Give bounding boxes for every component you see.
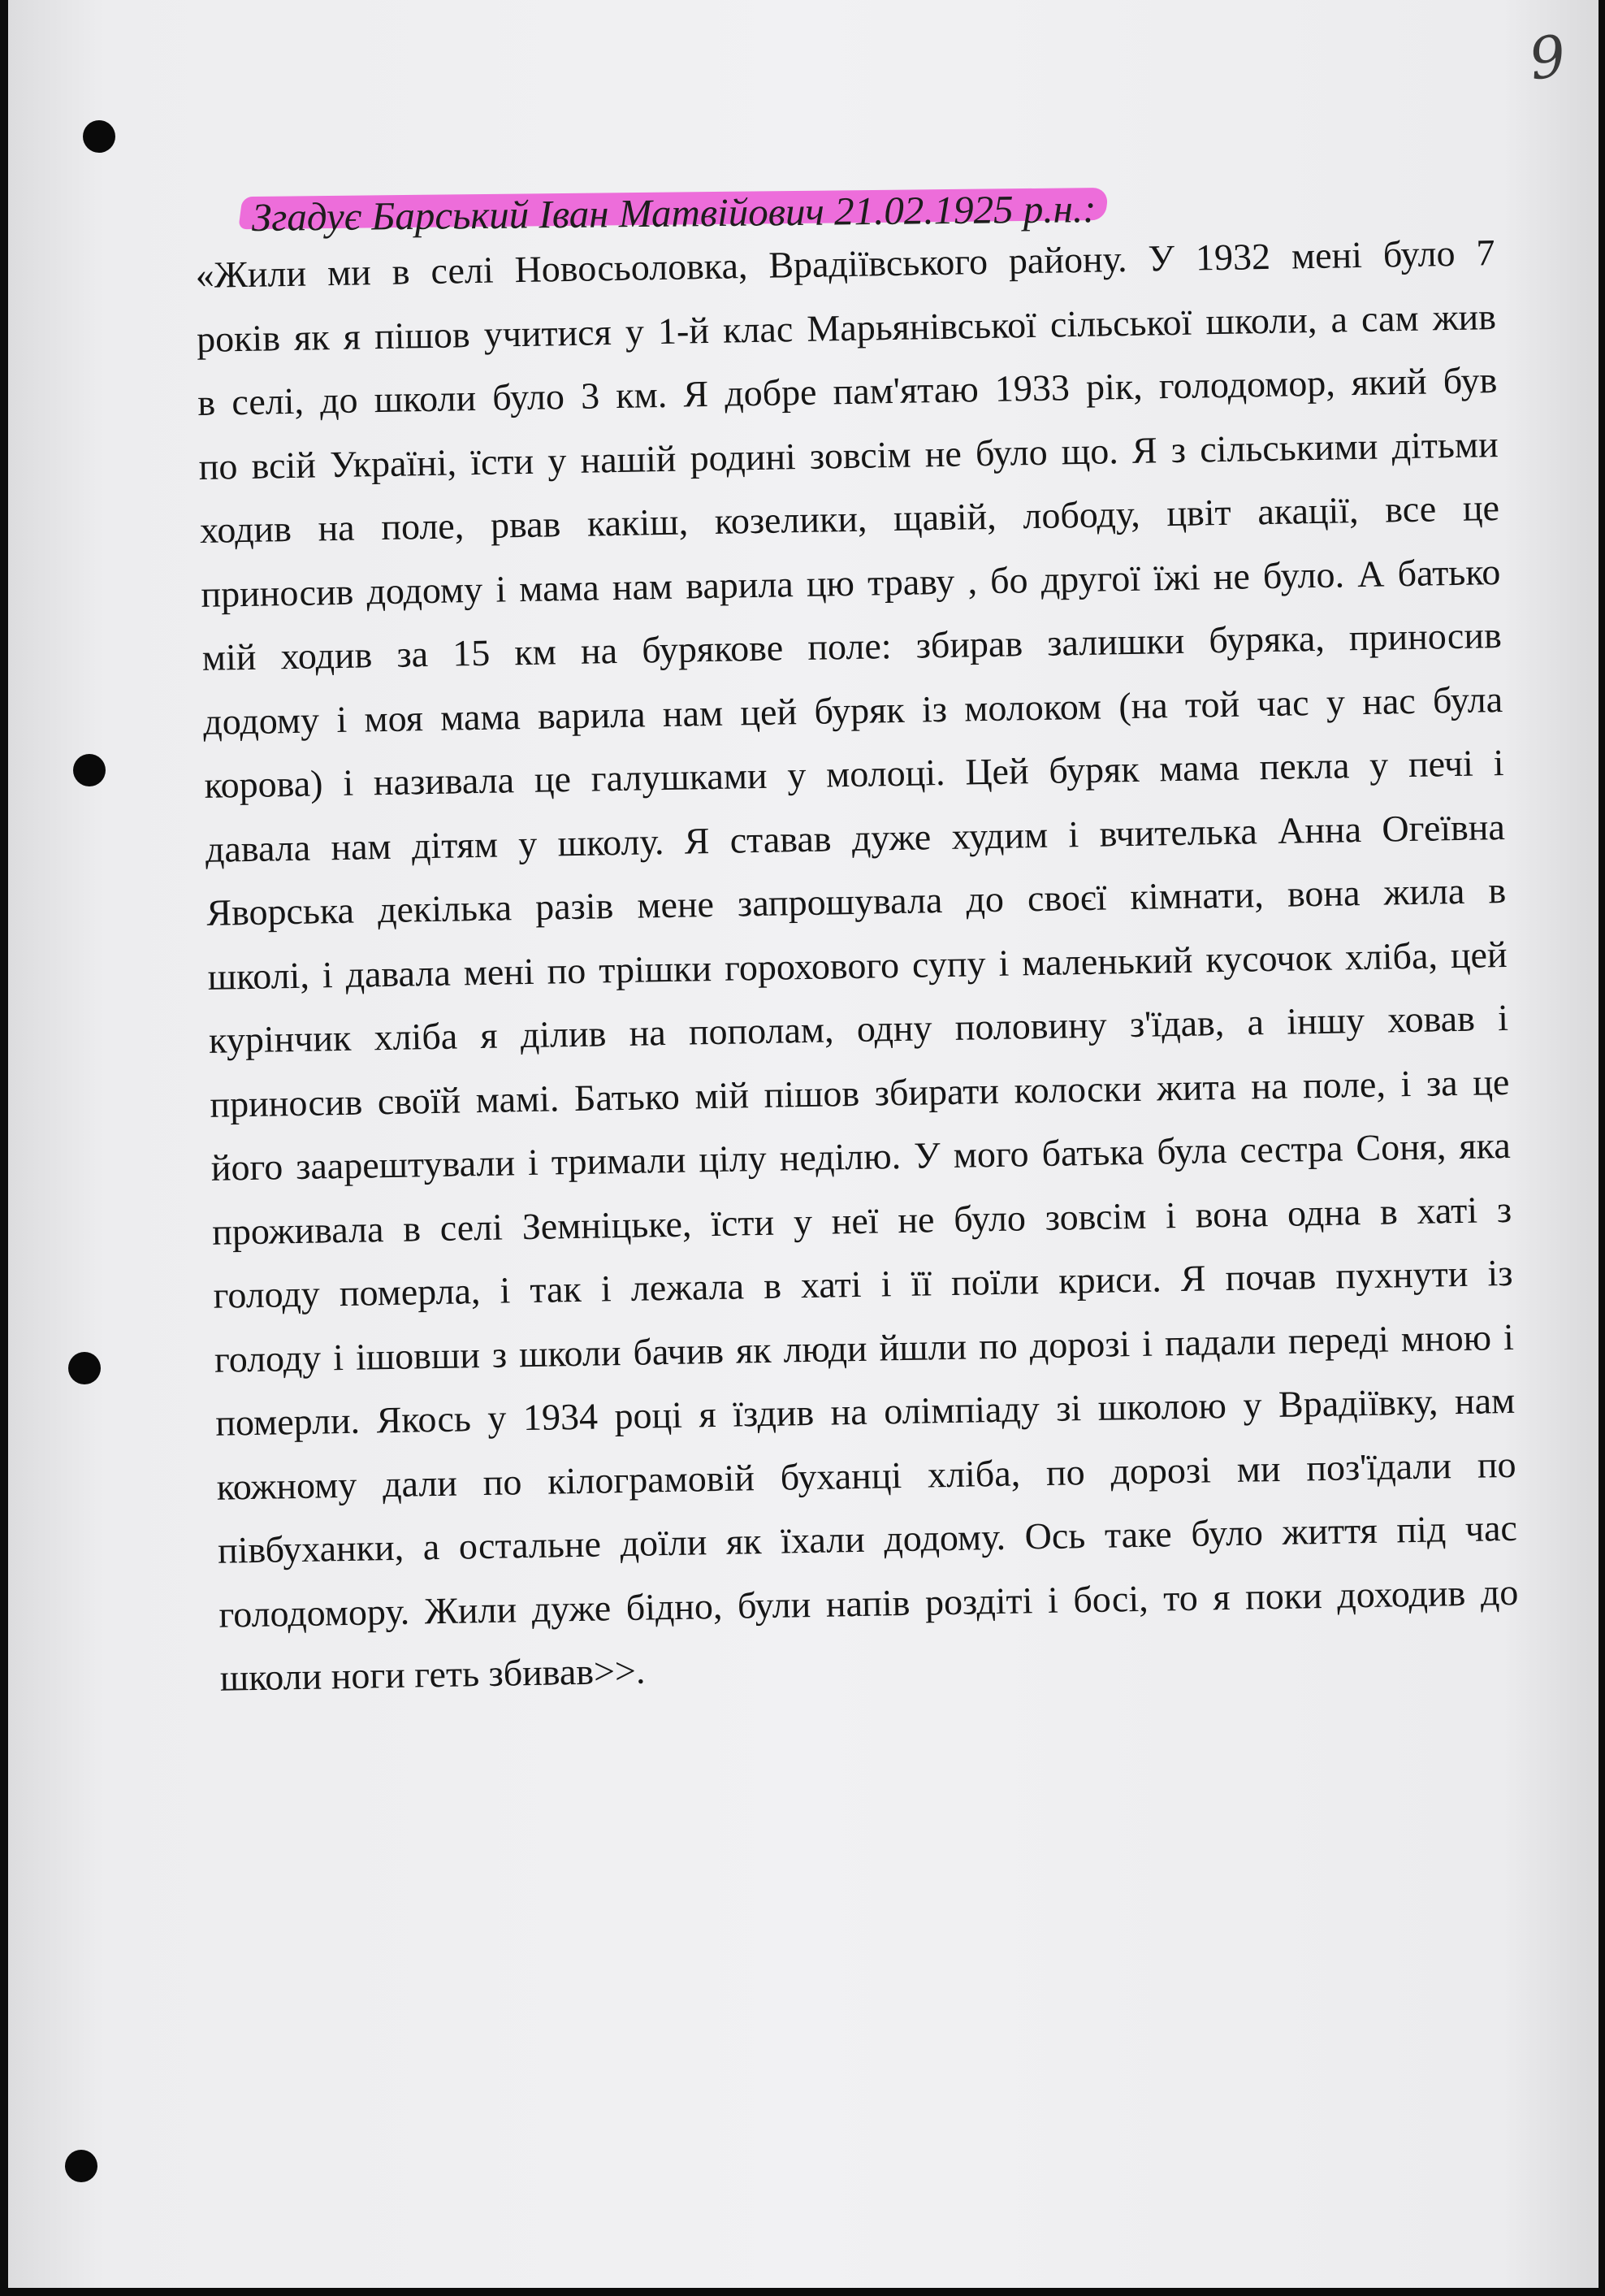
text-line: приносив додому і мама нам варила цю траву , бо другої їжі не було. А батько (201, 550, 1501, 615)
text-line: корова) і називала це галушками у молоці. Цей буряк мама пекла у печі і (204, 741, 1504, 806)
text-line: голоду і ішовши з школи бачив як люди йшли по дорозі і падали переді мною і (214, 1315, 1515, 1380)
text-line: померли. Якось у 1934 році я їздив на олімпіаду зі школою у Врадіївку, нам (214, 1379, 1516, 1444)
text-line: приносив своїй мамі. Батько мій пішов збирати колоски жита на поле, і за це (210, 1060, 1510, 1125)
page-number: 9 (1525, 22, 1571, 93)
text-line: кожному дали по кілограмовій буханці хліба, по дорозі ми поз'їдали по (216, 1443, 1516, 1508)
punch-hole-3 (68, 1352, 101, 1384)
text-line: мій ходив за 15 км на буряковe поле: збирав залишки буряка, приносив (201, 614, 1503, 678)
punch-hole-4 (65, 2150, 97, 2182)
punch-hole-1 (83, 120, 115, 153)
text-line: голоду померла, і так і лежала в хаті і її поїли криси. Я почав пухнути із (213, 1251, 1513, 1316)
text-line: в селі, до школи було 3 км. Я добре пам'ятаю 1933 рік, голодомор, який був (197, 359, 1498, 423)
text-line: по всій Україні, їсти у нашій родині зовсім не було що. Я з сільськими дітьми (198, 422, 1499, 487)
text-line: Яворська декілька разів мене запрошувала до своєї кімнати, вона жила в (205, 869, 1507, 934)
text-line: «Жили ми в селі Новосьоловка, Врадіївського району. У 1932 мені було 7 (195, 232, 1495, 296)
punch-hole-2 (73, 754, 106, 786)
text-line: додому і моя мама варила нам цей буряк із молоком (на той час у нас була (202, 678, 1503, 743)
text-line: голодомору. Жили дуже бідно, були напів роздіті і босі, то я поки доходив до (218, 1570, 1519, 1635)
text-line: років як я пішов учитися у 1-й клас Марьянівської сільської школи, а сам жив (196, 295, 1497, 360)
text-line: школи ноги геть збивав>>. (219, 1649, 646, 1699)
text-line: його заарештували і тримали цілу неділю. У мого батька була сестра Соня, яка (210, 1124, 1512, 1189)
document-page (8, 0, 1599, 2288)
text-line: півбуханки, а остальне доїли як їхали додому. Ось таке було життя під час (217, 1506, 1518, 1571)
text-line: курінчик хліба я ділив на пополам, одну половину з'їдав, а іншу ховав і (208, 996, 1509, 1061)
text-line: проживала в селі Земніцьке, їсти у неї не було зовсім і вона одна в хаті з (211, 1188, 1512, 1253)
testimony-heading: Згадує Барський Іван Матвійович 21.02.1925 р.н.: (251, 186, 1097, 240)
testimony-text (195, 221, 1520, 1710)
text-line: давала нам дітям у школу. Я ставав дуже худим і вчителька Анна Огеївна (205, 805, 1506, 870)
text-line: ходив на поле, рвав какіш, козелики, щавій, лободу, цвіт акації, все це (199, 487, 1500, 551)
text-line: школі, і давала мені по трішки горохового супу і маленький кусочок хліба, цей (207, 933, 1508, 998)
